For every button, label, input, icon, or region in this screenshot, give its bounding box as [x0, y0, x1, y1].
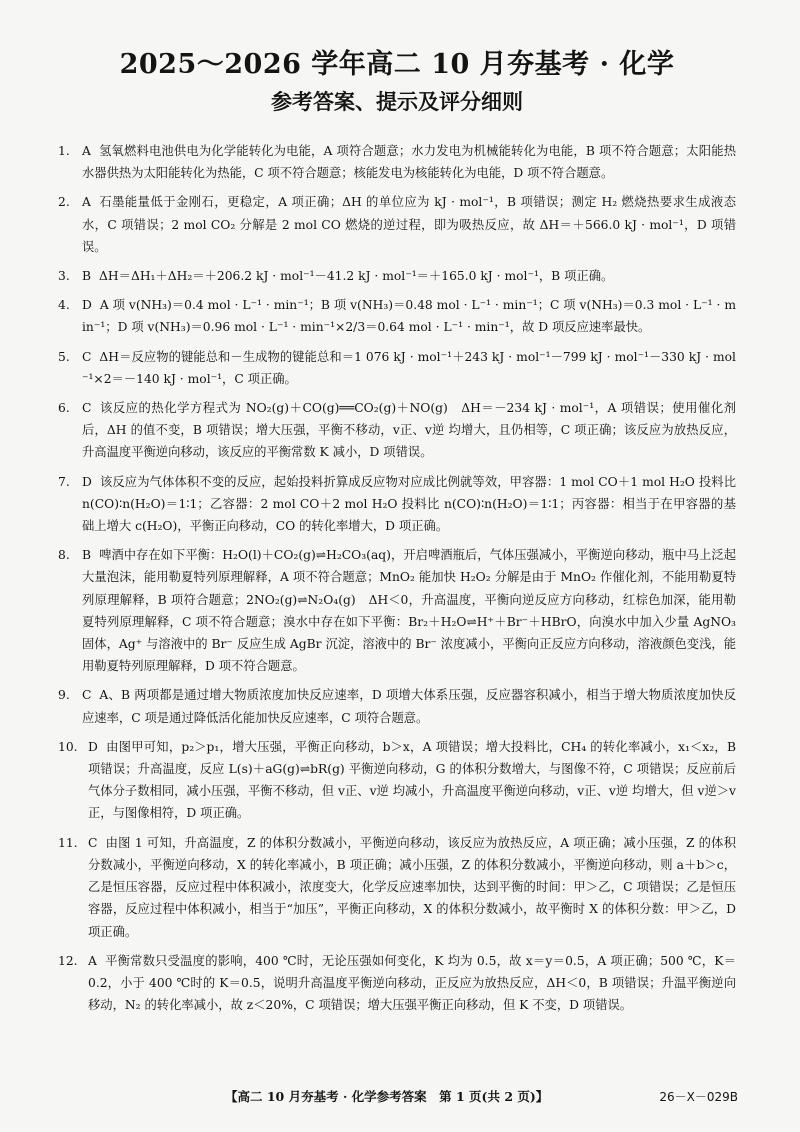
answer-explanation: 氢氧燃料电池供电为化学能转化为电能，A 项符合题意；水力发电为机械能转化为电能，B 项不符合题意；太阳能热水器供热为太阳能转化为热能，C 项不符合题意；核能发电为核能转化为电能，D 项不符合题意。 — [82, 144, 736, 181]
answer-item — [58, 140, 736, 184]
answer-explanation: 石墨能量低于金刚石，更稳定，A 项正确；ΔH 的单位应为 kJ · mol⁻¹，B 项错误；测定 H₂ 燃烧热要求生成液态水，C 项错误；2 mol CO₂ 分解是 2 mol CO 燃烧的逆过程，即为吸热反应，故 ΔH＝＋566.0 kJ · mol⁻¹，D 项错误。 — [82, 195, 736, 254]
answer-key: C — [82, 688, 92, 703]
answer-explanation: ΔH＝反应物的键能总和－生成物的键能总和＝1 076 kJ · mol⁻¹＋243 kJ · mol⁻¹－799 kJ · mol⁻¹－330 kJ · mol⁻¹×2＝－140 kJ · mol⁻¹，C 项正确。 — [82, 349, 736, 386]
question-number: 5. — [58, 349, 70, 364]
footer-page-info: 【高二 10 月夯基考 · 化学参考答案 第 1 页(共 2 页)】 — [225, 1089, 549, 1104]
question-number: 2. — [58, 195, 70, 210]
answer-key: D — [82, 298, 92, 313]
question-number: 8. — [58, 548, 70, 563]
answer-key: D — [82, 474, 92, 489]
answer-item — [58, 346, 736, 390]
answer-explanation: 该反应为气体体积不变的反应，起始投料折算成反应物对应成比例就等效，甲容器：1 mol CO＋1 mol H₂O 投料比 n(CO)∶n(H₂O)＝1∶1；乙容器：2 mol CO＋2 mol H₂O 投料比 n(CO)∶n(H₂O)＝1∶1；丙容器：相当于在甲容器的基础上增大 c(H₂O)，平衡正向移动，CO 的转化率增大，D 项正确。 — [82, 474, 736, 534]
answer-item — [58, 950, 736, 1017]
question-number: 10. — [58, 739, 78, 754]
answer-explanation: ΔH＝ΔH₁＋ΔH₂＝＋206.2 kJ · mol⁻¹－41.2 kJ · mol⁻¹＝＋165.0 kJ · mol⁻¹，B 项正确。 — [99, 269, 614, 284]
answer-explanation: 由图甲可知，p₂＞p₁，增大压强，平衡正向移动，b＞x，A 项错误；增大投料比，CH₄ 的转化率减小，x₁＜x₂，B 项错误；升高温度，反应 L(s)＋aG(g)⇌bR(g) 平衡逆向移动，G 的体积分数增大，与图像不符，C 项错误；反应前后气体分子数相同，减小压强，平衡不移动，但 v正、v逆 均减小，升高温度平衡逆向移动，v正、v逆 均增大，但 v逆＞v正，与图像相符，D 项正确。 — [88, 739, 736, 821]
question-number: 12. — [58, 953, 78, 968]
question-number: 11. — [58, 835, 78, 850]
answer-key: C — [82, 401, 92, 416]
question-number: 4. — [58, 298, 70, 313]
answer-item — [58, 736, 736, 825]
answer-explanation: 由图 1 可知，升高温度，Z 的体积分数减小，平衡逆向移动，该反应为放热反应，A 项正确；减小压强，Z 的体积分数减小，平衡逆向移动，X 的转化率减小，B 项正确；减小压强，Z 的体积分数减小，平衡逆向移动，则 a＋b＞c，乙是恒压容器，反应过程中体积减小，浓度变大，化学反应速率加快，达到平衡的时间：甲＞乙，C 项错误；乙是恒压容器，反应过程中体积减小，相当于“加压”，平衡正向移动，X 的体积分数减小，故平衡时 X 的体积分数：甲＞乙，D 项正确。 — [88, 835, 736, 939]
answer-explanation: A 项 v(NH₃)＝0.4 mol · L⁻¹ · min⁻¹；B 项 v(NH₃)＝0.48 mol · L⁻¹ · min⁻¹；C 项 v(NH₃)＝0.3 mol · L⁻¹ · min⁻¹；D 项 v(NH₃)＝0.96 mol · L⁻¹ · min⁻¹×2/3＝0.64 mol · L⁻¹ · min⁻¹，故 D 项反应速率最快。 — [82, 298, 736, 335]
page-subtitle: 参考答案、提示及评分细则 — [271, 89, 523, 114]
answer-key: C — [82, 349, 92, 364]
answer-item — [58, 471, 736, 538]
question-number: 1. — [58, 144, 70, 158]
footer-code: 26－X－029B — [659, 1090, 738, 1104]
answer-item — [58, 191, 736, 258]
question-number: 7. — [58, 474, 70, 489]
answer-key: B — [82, 269, 92, 284]
answer-item — [58, 544, 736, 677]
answer-key: A — [82, 195, 91, 210]
answer-explanation: A、B 两项都是通过增大物质浓度加快反应速率，D 项增大体系压强，反应器容积减小，相当于增大物质浓度加快反应速率，C 项是通过降低活化能加快反应速率，C 项符合题意。 — [82, 688, 736, 725]
answer-key: D — [88, 739, 98, 754]
answer-explanation: 平衡常数只受温度的影响，400 ℃时，无论压强如何变化，K 均为 0.5，故 x＝y＝0.5，A 项正确；500 ℃，K＝0.2，小于 400 ℃时的 K＝0.5，说明升高温度平衡逆向移动，正反应为放热反应，ΔH＜0，B 项错误；升温平衡逆向移动，N₂ 的转化率减小，故 z＜20%，C 项错误；增大压强平衡正向移动，但 K 不变，D 项错误。 — [88, 953, 736, 1013]
answer-key: C — [88, 835, 98, 850]
answer-key: A — [88, 953, 97, 968]
answer-item — [58, 294, 736, 338]
answer-list — [58, 140, 736, 1016]
answer-item — [58, 684, 736, 728]
question-number: 9. — [58, 688, 70, 703]
page-title: 2025～2026 学年高二 10 月夯基考 · 化学 — [119, 49, 675, 80]
answer-key: A — [82, 144, 91, 158]
question-number: 3. — [58, 269, 70, 284]
answer-key: B — [82, 548, 92, 563]
answer-item — [58, 265, 736, 287]
question-number: 6. — [58, 401, 70, 416]
answer-item — [58, 397, 736, 464]
answer-explanation: 该反应的热化学方程式为 NO₂(g)＋CO(g)══CO₂(g)＋NO(g) ΔH＝－234 kJ · mol⁻¹，A 项错误；使用催化剂后，ΔH 的值不变，B 项错误；增大压强，平衡不移动，v正、v逆 均增大，且仍相等，C 项正确；该反应为放热反应，升高温度平衡逆向移动，该反应的平衡常数 K 减小，D 项错误。 — [82, 401, 736, 460]
answer-item — [58, 832, 736, 943]
answer-explanation: 啤酒中存在如下平衡：H₂O(l)＋CO₂(g)⇌H₂CO₃(aq)，开启啤酒瓶后，气体压强减小，平衡逆向移动，瓶中马上泛起大量泡沫，能用勒夏特列原理解释，A 项不符合题意；MnO₂ 能加快 H₂O₂ 分解是由于 MnO₂ 作催化剂，不能用勒夏特列原理解释，B 项符合题意；2NO₂(g)⇌N₂O₄(g) ΔH＜0，升高温度，平衡向逆反应方向移动，红棕色加深，能用勒夏特列原理解释，C 项不符合题意；溴水中存在如下平衡：Br₂＋H₂O⇌H⁺＋Br⁻＋HBrO，向溴水中加入少量 AgNO₃ 固体，Ag⁺ 与溶液中的 Br⁻ 反应生成 AgBr 沉淀，溶液中的 Br⁻ 浓度减小，平衡向正反应方向移动，溶液颜色变浅，能用勒夏特列原理解释，D 项不符合题意。 — [82, 548, 736, 674]
